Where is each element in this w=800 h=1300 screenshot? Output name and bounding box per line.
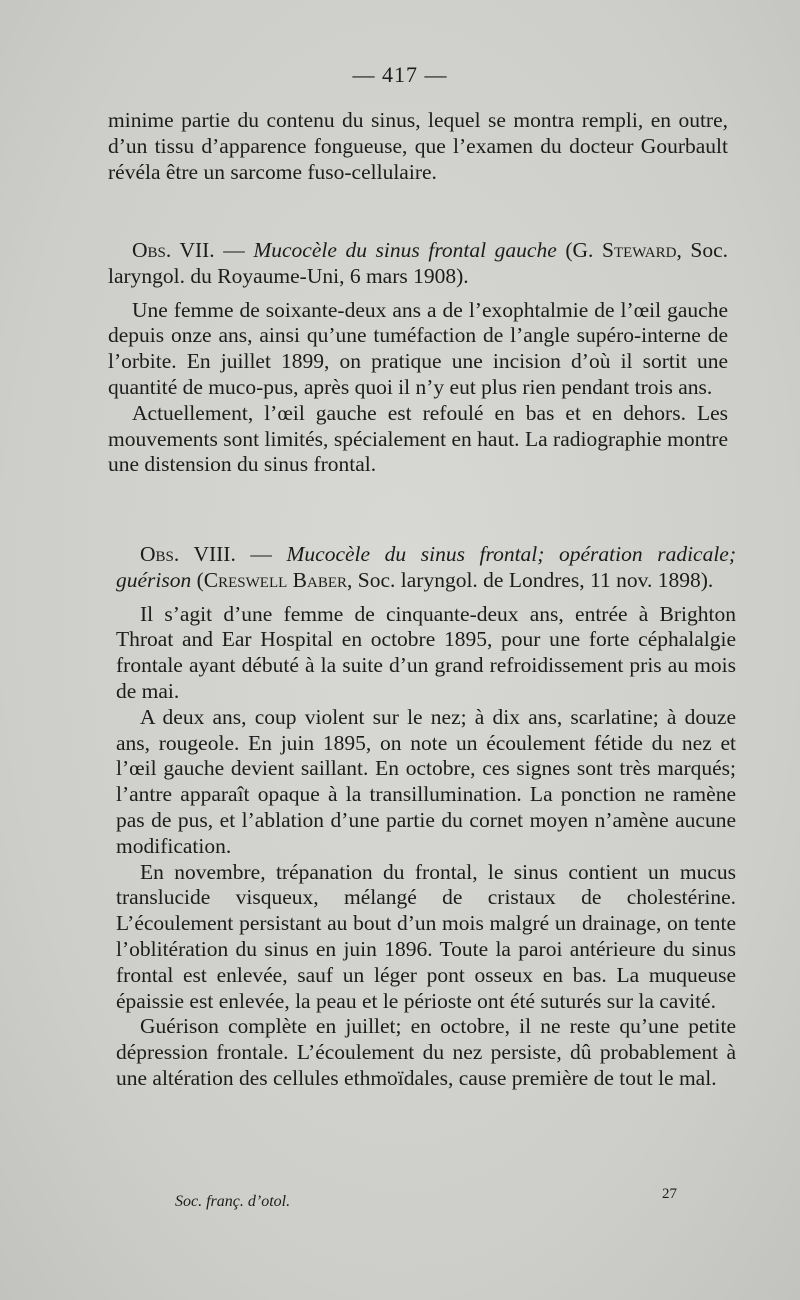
observation-8 (116, 542, 736, 1092)
continued-paragraph (108, 108, 728, 185)
observation-paragraph: A deux ans, coup violent sur le nez; à dix ans, scarlatine; à douze ans, rougeole. En juin 1895, on note un écoulement fétide du nez et l’œil gauche devient saillant. En octobre, ces signes sont très marqués; l’antre apparaît opaque à la transillumination. La ponction ne ramène pas de pus, et l’ablation d’une partie du cornet moyen n’amène aucune modification. (116, 704, 736, 858)
reference-open: ( (191, 567, 204, 592)
observation-paragraph: Actuellement, l’œil gauche est refoulé en bas et en dehors. Les mouvements sont limités, spécialement en haut. La radiographie montre une distension du sinus frontal. (108, 400, 728, 477)
observation-paragraph: Guérison complète en juillet; en octobre, il ne reste qu’une petite dépression frontale. L’écoulement du nez persiste, dû probablement à une altération des cellules ethmoïdales, cause première de tout le mal. (116, 1014, 736, 1090)
reference-author: Creswell Baber (203, 567, 348, 592)
reference-author: Steward (601, 238, 677, 262)
observation-title: Mucocèle du sinus frontal; opération radicale; guérison (116, 542, 737, 592)
observation-label: Obs. VIII. — (140, 542, 272, 566)
reference-source: , Soc. laryngol. de Londres, 11 nov. 1898). (347, 567, 714, 592)
observation-paragraph: Une femme de soixante-deux ans a de l’exophtalmie de l’œil gauche depuis onze ans, ainsi qu’une tuméfaction de l’angle supéro-interne de l’orbite. En juillet 1899, on pratique une incision d’où il sortit une quantité de muco-pus, après quoi il n’y eut plus rien pendant trois ans. (108, 297, 728, 399)
observation-label: Obs. VII. — (132, 238, 245, 262)
observation-heading (108, 238, 728, 290)
observation-paragraph: Il s’agit d’une femme de cinquante-deux ans, entrée à Brighton Throat and Ear Hospital en octobre 1895, pour une forte céphalalgie frontale ayant débuté à la suite d’un grand refroidissement pris au mois de mai. (116, 601, 736, 703)
observation-paragraph: En novembre, trépanation du frontal, le sinus contient un mucus translucide visqueux, mélangé de cristaux de cholestérine. L’écoulement persistant au bout d’un mois malgré un drainage, on tente l’oblitération du sinus en juin 1896. Toute la paroi antérieure du sinus frontal est enlevée, sauf un léger pont osseux en bas. La muqueuse épaissie est enlevée, la peau et le périoste ont été suturés sur la cavité. (116, 859, 736, 1013)
observation-heading (116, 542, 736, 594)
paragraph-text: minime partie du contenu du sinus, lequel se montra rempli, en outre, d’un tissu d’apparence fongueuse, que l’examen du docteur Gourbault révéla être un sarcome fuso-cellulaire. (108, 108, 728, 184)
footer-society: Soc. franç. d’otol. (175, 1193, 291, 1210)
signature-mark: 27 (662, 1186, 677, 1202)
observation-title: Mucocèle du sinus frontal gauche (253, 238, 557, 262)
page-number: — 417 — (352, 62, 448, 87)
reference-source: , Soc. laryngol. du Royaume-Uni, 6 mars 1908). (108, 238, 729, 288)
reference-open: (G. (556, 238, 602, 262)
observation-7 (108, 238, 728, 478)
